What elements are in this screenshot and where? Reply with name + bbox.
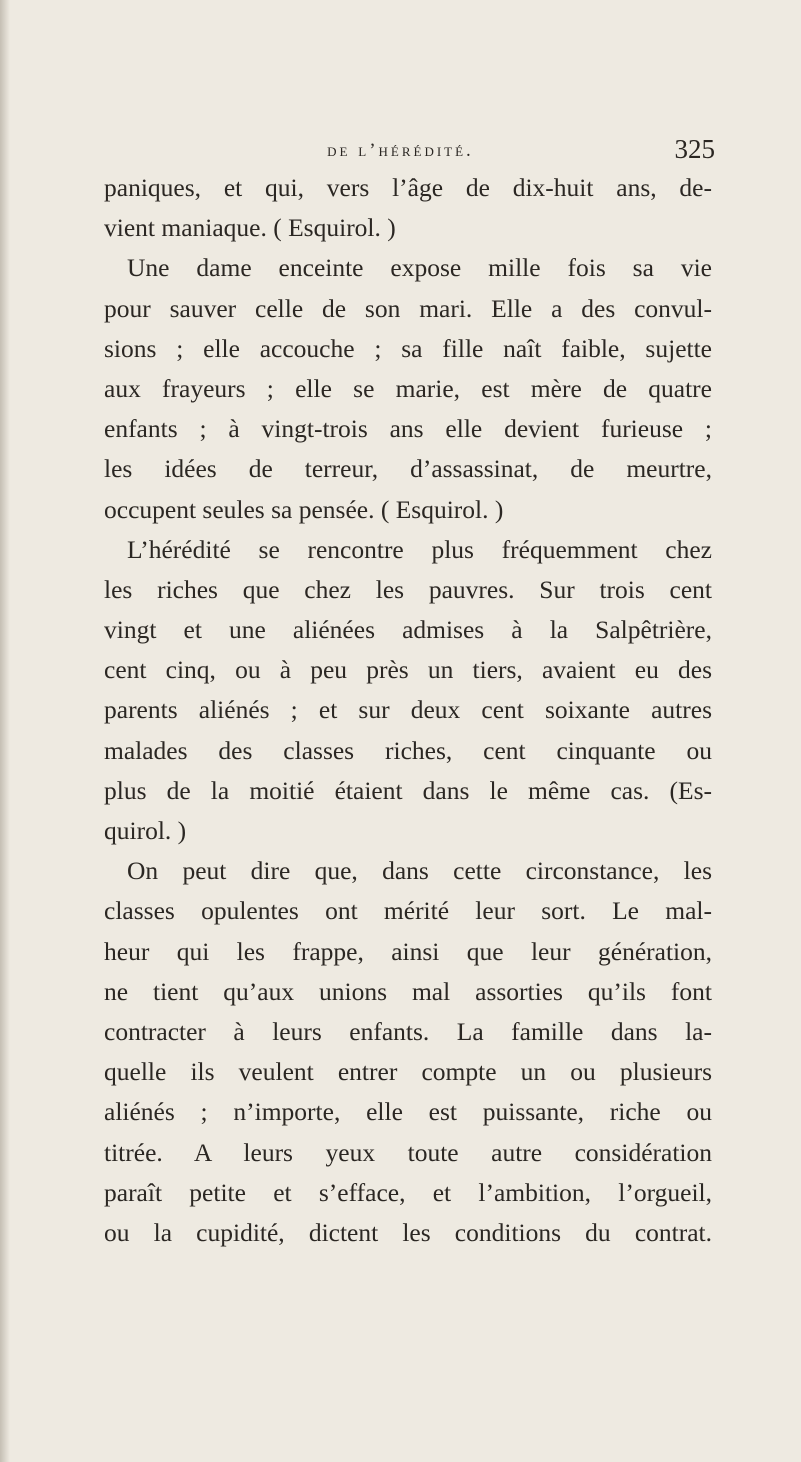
text-line: classes opulentes ont mérité leur sort. Le mal- — [104, 896, 712, 926]
text-line: heur qui les frappe, ainsi que leur génération, — [104, 936, 712, 966]
text-line: plus de la moitié étaient dans le même cas. (Es- — [104, 775, 712, 805]
text-line: quelle ils veulent entrer compte un ou plusieurs — [104, 1057, 712, 1087]
text-line: paniques, et qui, vers l’âge de dix-huit ans, de- — [104, 173, 712, 202]
text-line: les riches que chez les pauvres. Sur trois cent — [104, 574, 712, 604]
text-line: vingt et une aliénées admises à la Salpêtrière, — [104, 615, 712, 645]
text-line: paraît petite et s’efface, et l’ambition, l’orgueil, — [104, 1177, 712, 1207]
text-line: les idées de terreur, d’assassinat, de meurtre, — [104, 454, 712, 484]
text-line: ou la cupidité, dictent les conditions du contrat. — [104, 1217, 712, 1247]
text-line: parents aliénés ; et sur deux cent soixante autres — [104, 695, 712, 725]
running-title: de l’hérédité. — [327, 140, 474, 161]
text-line: malades des classes riches, cent cinquante ou — [104, 735, 712, 765]
text-line: vient maniaque. ( Esquirol. ) — [104, 213, 396, 243]
text-line: sions ; elle accouche ; sa fille naît faible, sujette — [104, 333, 712, 363]
text-line: cent cinq, ou à peu près un tiers, avaient eu des — [104, 655, 712, 685]
text-line: titrée. A leurs yeux toute autre considération — [104, 1137, 712, 1167]
text-line: pour sauver celle de son mari. Elle a des convul- — [104, 293, 712, 323]
page-edge-shadow — [0, 0, 10, 1462]
text-line: contracter à leurs enfants. La famille dans la- — [104, 1016, 712, 1046]
running-head — [0, 132, 801, 172]
text-line: L’hérédité se rencontre plus fréquemment chez — [127, 534, 712, 564]
text-line: aliénés ; n’importe, elle est puissante, riche ou — [104, 1097, 712, 1127]
body-text — [104, 168, 712, 1253]
text-line: enfants ; à vingt-trois ans elle devient furieuse ; — [104, 414, 712, 444]
text-line: ne tient qu’aux unions mal assorties qu’ils font — [104, 976, 712, 1006]
page-number: 325 — [674, 134, 715, 164]
text-line: aux frayeurs ; elle se marie, est mère de quatre — [104, 373, 712, 403]
text-line: Une dame enceinte expose mille fois sa vie — [127, 253, 712, 283]
text-line: quirol. ) — [104, 816, 187, 845]
text-line: On peut dire que, dans cette circonstance, les — [127, 856, 712, 886]
text-line: occupent seules sa pensée. ( Esquirol. ) — [104, 494, 504, 524]
